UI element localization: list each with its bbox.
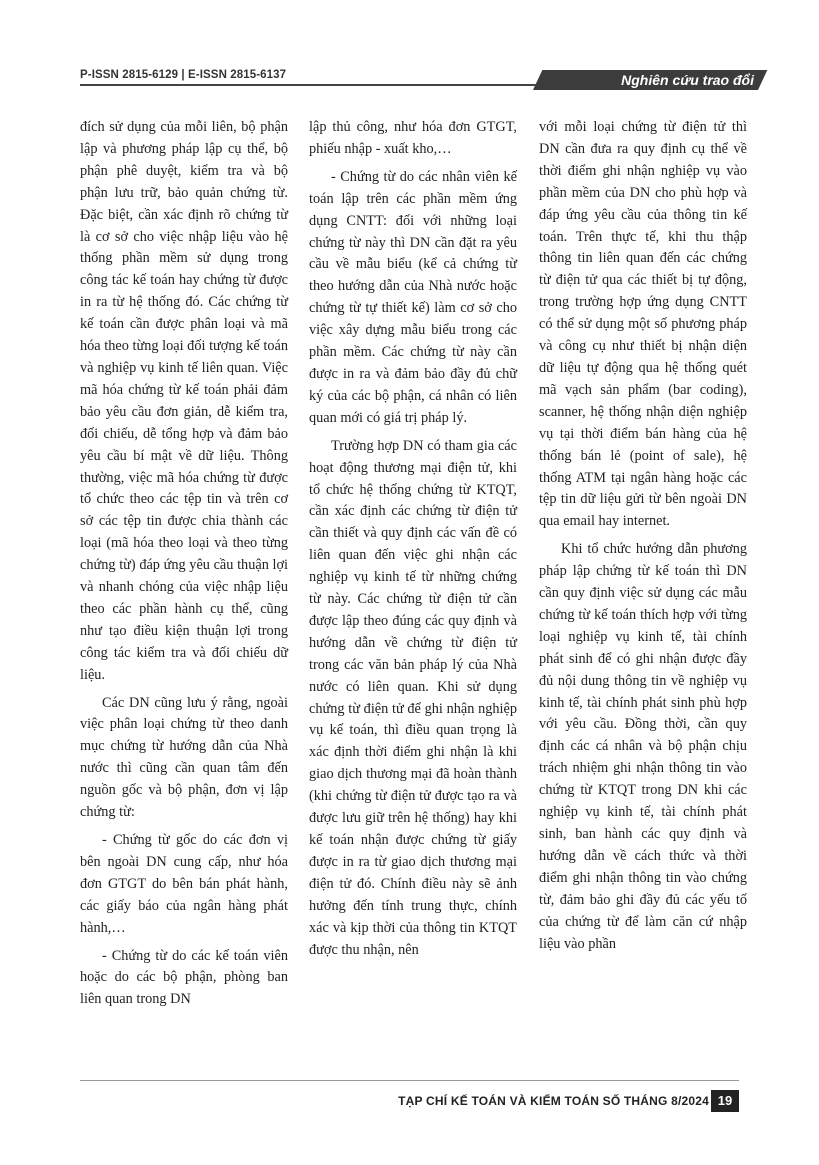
page-footer	[0, 1080, 819, 1120]
text-column-2	[309, 117, 517, 967]
paragraph: Các DN cũng lưu ý rằng, ngoài việc phân loại chứng từ theo danh mục chứng từ hướng dẫn của Nhà nước thì cũng cần quan tâm đến nguồn gốc và bộ phận, đơn vị lập chứng từ:	[80, 694, 288, 821]
paragraph: lập thủ công, như hóa đơn GTGT, phiếu nhập - xuất kho,…	[309, 119, 517, 157]
section-title: Nghiên cứu trao đổi	[621, 72, 754, 88]
paragraph: - Chứng từ do các kế toán viên hoặc do các bộ phận, phòng ban liên quan trong DN	[80, 947, 288, 1008]
issn-text: P-ISSN 2815-6129 | E-ISSN 2815-6137	[80, 69, 287, 81]
paragraph: - Chứng từ gốc do các đơn vị bên ngoài DN cung cấp, như hóa đơn GTGT do bên bán phát hành, các giấy báo của ngân hàng phát hành,…	[80, 832, 288, 936]
paragraph: đích sử dụng của mỗi liên, bộ phận lập và phương pháp lập cụ thể, bộ phận phê duyệt, kiểm tra và bộ phận lưu trữ, bảo quản chứng từ. Đặc biệt, cần xác định rõ chứng từ là cơ sở cho việc nhập liệu vào hệ thống phần mềm sử dụng trong công tác kế toán hay chứng từ được in ra từ hệ thống đó. Các chứng từ kế toán cần được phân loại và mã hóa theo từng loại đối tượng kế toán và nghiệp vụ kinh tế liên quan. Việc mã hóa chứng từ kế toán phải đảm bảo yêu cầu đơn giản, dễ kiểm tra, đối chiếu, dễ tổng hợp và đảm bảo yêu cầu bí mật về dữ liệu. Thông thường, việc mã hóa chứng từ được tổ chức theo các tệp tin và trên cơ sở các tệp tin được chia thành các loại (mã hóa theo loại và theo từng chứng từ) đáp ứng yêu cầu thuận lợi và nhanh chóng của việc nhập liệu theo các phần hành cụ thể, cũng như tạo điều kiện thuận lợi trong công tác kiểm tra và đối chiếu dữ liệu.	[80, 119, 288, 683]
page-header	[0, 0, 819, 100]
paragraph: với mỗi loại chứng từ điện tử thì DN cần đưa ra quy định cụ thể về thời điểm ghi nhận nghiệp vụ vào phần mềm của DN cho phù hợp và đáp ứng yêu cầu của thông tin kế toán. Trên thực tế, khi thu thập thông tin liên quan đến các chứng từ điện tử qua các thiết bị tự động, trong trường hợp ứng dụng CNTT có thể sử dụng một số phương pháp và công cụ như thiết bị nhận diện dữ liệu tự động qua hệ thống quét mã vạch sản phẩm (bar coding), scanner, hệ thống nhận diện nghiệp vụ tại thời điểm bán hàng của hệ thống bán lẻ (point of sale), hệ thống ATM tại ngân hàng hoặc các tệp tin dữ liệu gửi từ bên ngoài DN qua email hay internet.	[539, 119, 747, 530]
paragraph: Khi tổ chức hướng dẫn phương pháp lập chứng từ kế toán thì DN cần quy định việc sử dụng các mẫu chứng từ kế toán thích hợp với từng loại nghiệp vụ kinh tế, tài chính phát sinh để có ghi nhận được đầy đủ nội dung thông tin về nghiệp vụ kinh tế, tài chính phát sinh phù hợp với yêu cầu. Đồng thời, cần quy định các cá nhân và bộ phận chịu trách nhiệm ghi nhận thông tin vào chứng từ KTQT trong DN khi các nghiệp vụ kinh tế, tài chính phát sinh, ban hành các quy định và hướng dẫn về cách thức và thời điểm ghi nhận thông tin vào chứng từ, đảm bảo ghi đầy đủ các yếu tố của chứng từ để làm căn cứ nhập liệu vào phần	[539, 541, 747, 952]
journal-title: TẠP CHÍ KẾ TOÁN VÀ KIỂM TOÁN SỐ THÁNG 8/2024	[398, 1094, 709, 1108]
text-column-1	[80, 117, 288, 1017]
paragraph: Trường hợp DN có tham gia các hoạt động thương mại điện tử, khi tổ chức hệ thống chứng từ KTQT, cần xác định các chứng từ điện tử cần thiết và quy định các vấn đề có liên quan đến việc ghi nhận các nghiệp vụ kinh tế từ những chứng từ này. Các chứng từ điện tử cần được lập theo đúng các quy định và hướng dẫn về chứng từ điện tử trong các văn bản pháp lý của Nhà nước có liên quan. Khi sử dụng chứng từ điện tử để ghi nhận nghiệp vụ kế toán, thì điều quan trọng là xác định thời điểm ghi nhận là khi giao dịch thương mại đã hoàn thành (khi chứng từ điện tử được tạo ra và được lưu giữ trên hệ thống) hay khi kế toán nhận được chứng từ giấy được in ra từ giao dịch thương mại điện tử đó. Chính điều này sẽ ảnh hưởng đến tính trung thực, chính xác và kịp thời của thông tin KTQT được thu nhận, nên	[309, 437, 517, 958]
page-number: 19	[711, 1090, 739, 1112]
text-column-3	[539, 117, 747, 961]
footer-rule	[80, 1080, 739, 1081]
paragraph: - Chứng từ do các nhân viên kế toán lập trên các phần mềm ứng dụng CNTT: đối với những loại chứng từ này thì DN cần đặt ra yêu cầu về mẫu biểu (kể cả chứng từ theo hướng dẫn của Nhà nước hoặc chứng từ tự thiết kế) làm cơ sở cho việc xây dựng mẫu biểu trong các phần mềm. Các chứng từ này cần được in ra và đảm bảo đầy đủ chữ ký của các bộ phận, cá nhân có liên quan mới có giá trị pháp lý.	[309, 168, 517, 426]
